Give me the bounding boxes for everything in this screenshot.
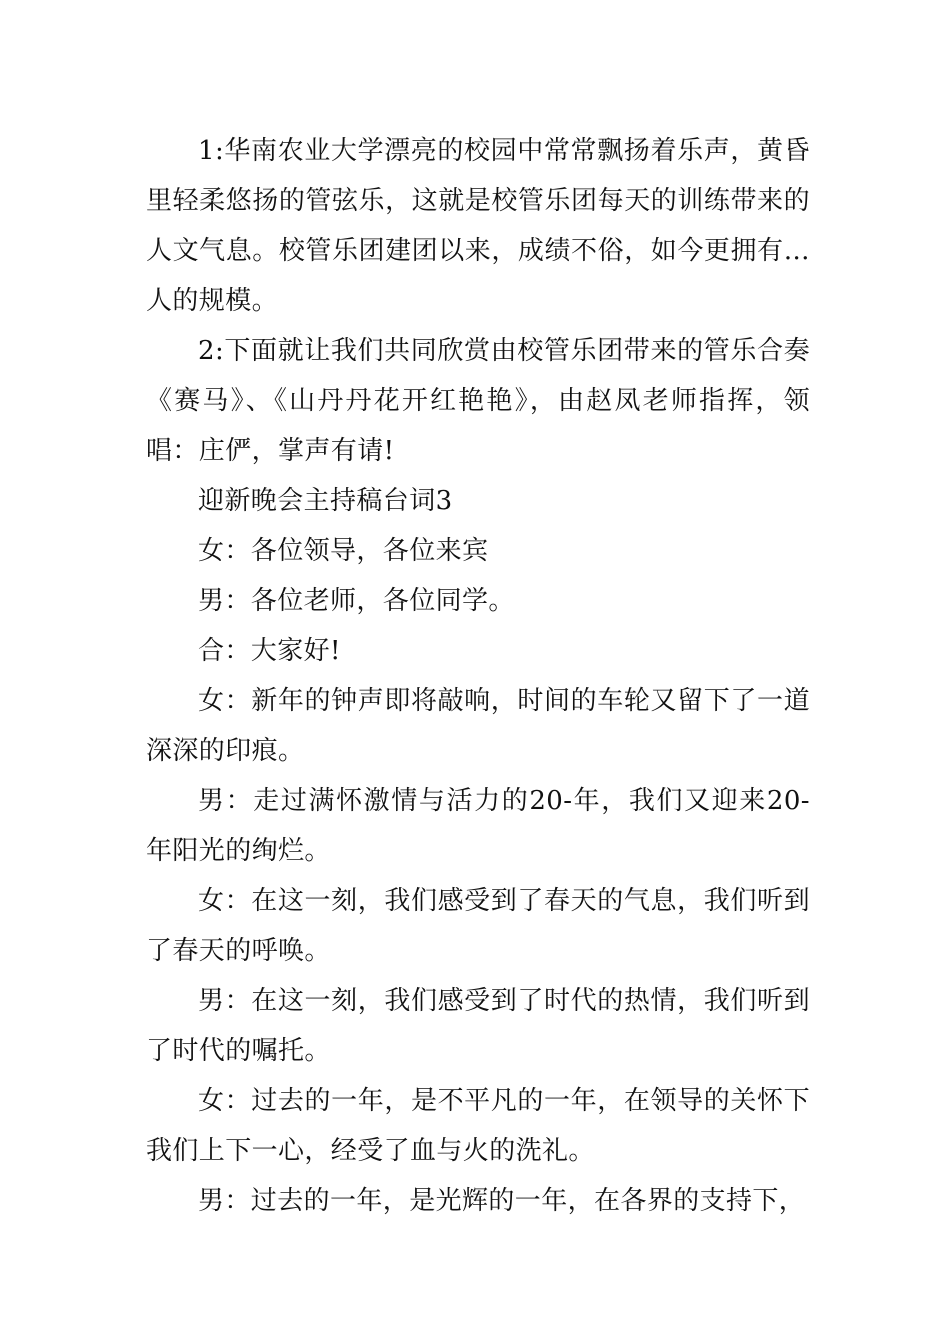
paragraph-1: 1:华南农业大学漂亮的校园中常常飘扬着乐声，黄昏里轻柔悠扬的管弦乐，这就是校管乐团每天的训练带来的人文气息。校管乐团建团以来，成绩不俗，如今更拥有…人的规模。 xyxy=(146,136,810,316)
dialogue-line: 男：走过满怀激情与活力的20-年，我们又迎来20-年阳光的绚烂。 xyxy=(146,786,810,866)
dialogue-line: 女：过去的一年，是不平凡的一年，在领导的关怀下我们上下一心，经受了血与火的洗礼。 xyxy=(146,1086,810,1166)
dialogue-line: 女：在这一刻，我们感受到了春天的气息，我们听到了春天的呼唤。 xyxy=(146,886,810,966)
dialogue-line: 男：在这一刻，我们感受到了时代的热情，我们听到了时代的嘱托。 xyxy=(146,986,810,1066)
paragraph-2: 2:下面就让我们共同欣赏由校管乐团带来的管乐合奏《赛马》、《山丹丹花开红艳艳》，由赵凤老师指挥，领唱：庄俨，掌声有请! xyxy=(146,336,810,466)
dialogue-line: 女：各位领导，各位来宾 xyxy=(198,536,489,566)
document-body xyxy=(146,126,810,1226)
section-heading: 迎新晚会主持稿台词3 xyxy=(198,486,453,516)
dialogue-line: 男：过去的一年，是光辉的一年，在各界的支持下， xyxy=(198,1186,806,1216)
dialogue-line: 男：各位老师，各位同学。 xyxy=(198,586,515,616)
dialogue-line: 女：新年的钟声即将敲响，时间的车轮又留下了一道深深的印痕。 xyxy=(146,686,810,766)
dialogue-line: 合：大家好! xyxy=(198,636,341,666)
